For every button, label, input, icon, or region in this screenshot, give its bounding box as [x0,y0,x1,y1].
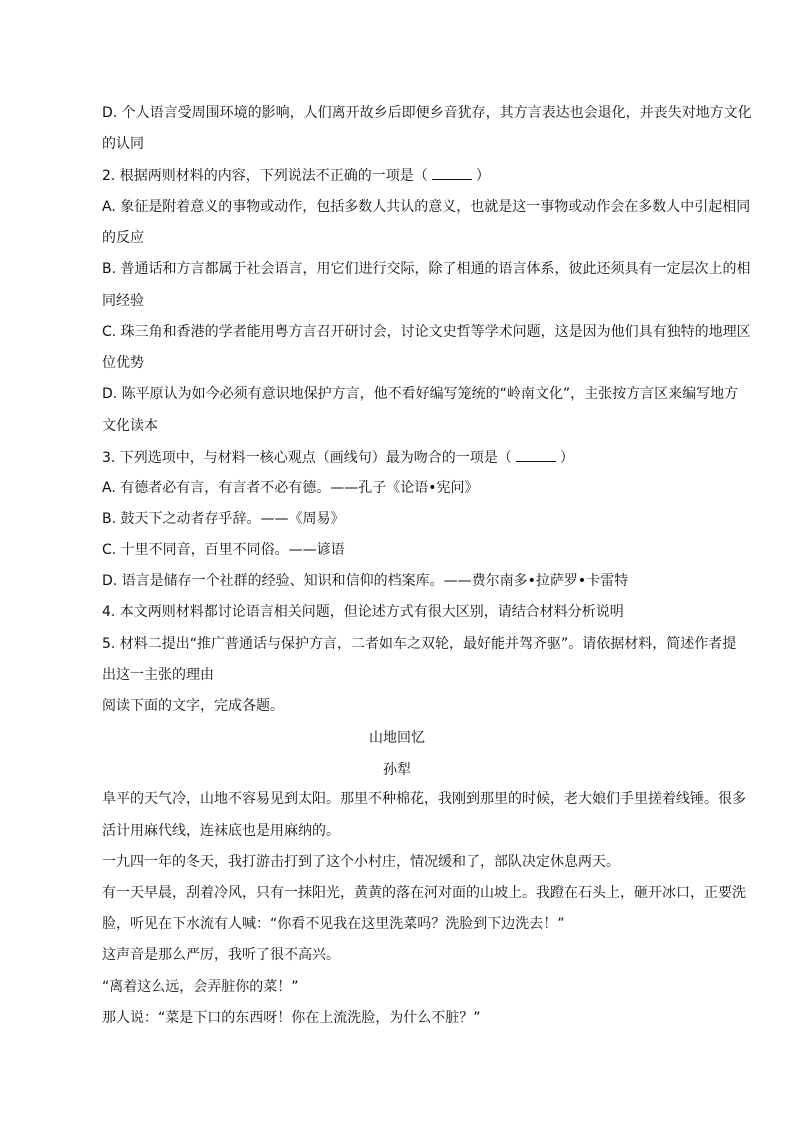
q1-option-d-line1: D. 个人语言受周围环境的影响，人们离开故乡后即便乡音犹存，其方言表达也会退化，并丧失对地方文化 [102,105,752,121]
article-author: 孙犁 [383,762,411,778]
question2-option-b-line2: 同经验 [102,293,144,309]
article-paragraph-1-line2: 活计用麻代线，连袜底也是用麻纳的。 [102,823,340,839]
answer-blank [516,447,556,462]
question2-stem-text: 2. 根据两则材料的内容，下列说法不正确的一项是（ [102,168,428,184]
question3-stem [102,447,574,468]
question3-stem-close: ） [559,450,574,466]
question2-option-d-line2: 文化读本 [102,418,158,434]
question2-option-a-line1: A. 象征是附着意义的事物或动作，包括多数人共认的意义，也就是这一事物或动作会在多数人中引起相同 [102,199,751,215]
question2-stem-close: ） [475,168,490,184]
article-paragraph-4: 这声音是那么严厉，我听了很不高兴。 [102,947,340,963]
article-paragraph-3-line1: 有一天早晨，刮着冷风，只有一抹阳光，黄黄的落在河对面的山坡上。我蹬在石头上，砸开冰口，正要洗 [102,885,746,901]
reading-instruction: 阅读下面的文字，完成各题。 [102,698,284,714]
question2-option-d-line1: D. 陈平原认为如今必须有意识地保护方言，他不看好编写笼统的“岭南文化”，主张按方言区来编写地方 [102,386,739,402]
question2-option-b-line1: B. 普通话和方言都属于社会语言，用它们进行交际，除了相通的语言体系，彼此还须具有一定层次上的相 [102,261,751,277]
question3-option-c: C. 十里不同音，百里不同俗。——谚语 [102,542,345,558]
question3-stem-text: 3. 下列选项中，与材料一核心观点（画线句）最为吻合的一项是（ [102,450,512,466]
question5-line2: 出这一主张的理由 [102,667,214,683]
answer-blank [432,165,472,180]
article-paragraph-1-line1: 阜平的天气冷，山地不容易见到太阳。那里不种棉花，我刚到那里的时候，老大娘们手里搓着线锤。很多 [102,791,746,807]
question2-option-c-line2: 位优势 [102,355,144,371]
question4: 4. 本文两则材料都讨论语言相关问题，但论述方式有很大区别，请结合材料分析说明 [102,604,624,620]
question3-option-b: B. 鼓天下之动者存乎辞。——《周易》 [102,511,345,527]
question3-option-d: D. 语言是储存一个社群的经验、知识和信仰的档案库。——费尔南多•拉萨罗•卡雷特 [102,573,629,589]
article-paragraph-5: “离着这么远，会弄脏你的菜！” [102,979,299,995]
question5-line1: 5. 材料二提出“推广普通话与保护方言，二者如车之双轮，最好能并驾齐驱”。请依据材料，简述作者提 [102,636,737,652]
article-title: 山地回忆 [369,730,425,746]
question2-option-c-line1: C. 珠三角和香港的学者能用粤方言召开研讨会，讨论文史哲等学术问题，这是因为他们具有独特的地理区 [102,324,751,340]
article-paragraph-3-line2: 脸，听见在下水流有人喊：“你看不见我在这里洗菜吗？洗脸到下边洗去！” [102,916,565,932]
article-paragraph-2: 一九四一年的冬天，我打游击打到了这个小村庄，情况缓和了，部队决定休息两天。 [102,854,620,870]
q1-option-d-line2: 的认同 [102,136,144,152]
article-paragraph-6: 那人说：“菜是下口的东西呀！你在上流洗脸，为什么不脏？” [102,1010,481,1026]
question2-option-a-line2: 的反应 [102,230,144,246]
question3-option-a: A. 有德者必有言，有言者不必有德。——孔子《论语•宪问》 [102,480,479,496]
question2-stem [102,165,490,186]
